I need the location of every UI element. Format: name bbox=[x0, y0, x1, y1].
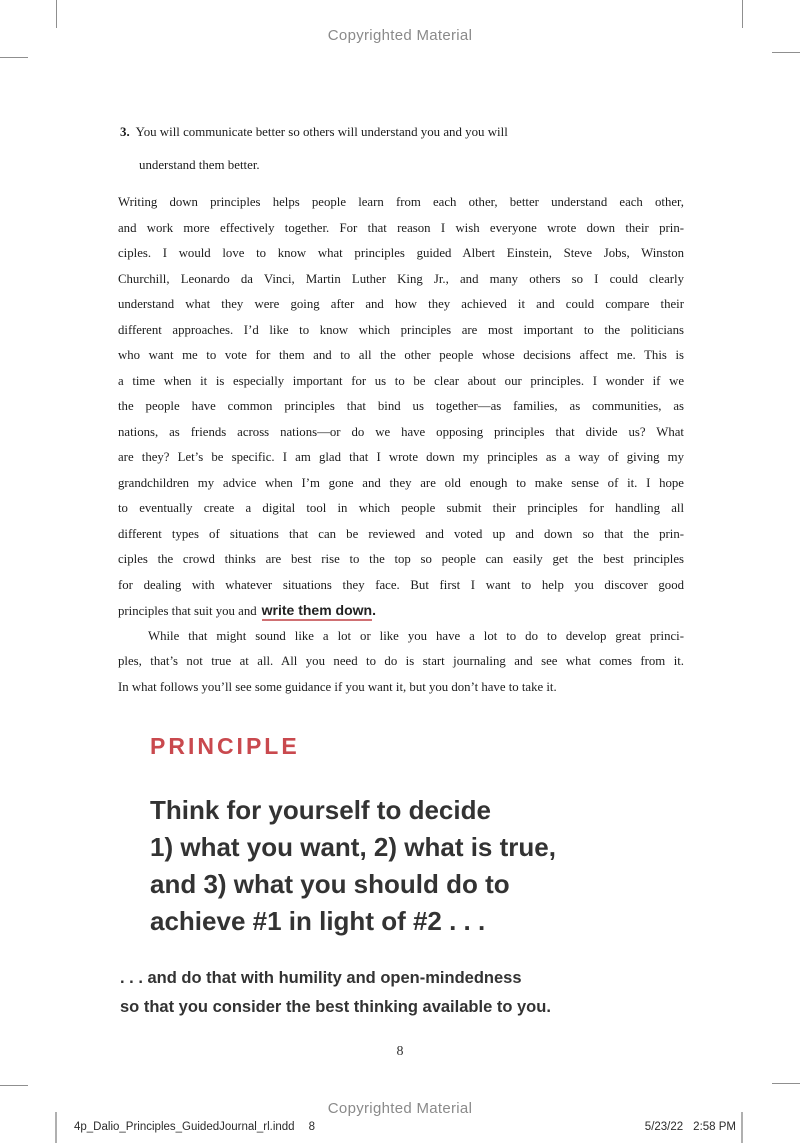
crop-mark-bottom-right-horizontal bbox=[772, 1083, 800, 1084]
subtext-line: so that you consider the best thinking available to you. bbox=[120, 997, 551, 1016]
subtext-line: . . . and do that with humility and open-mindedness bbox=[120, 969, 522, 987]
list-item-text: You will communicate better so others will understand you and you will bbox=[135, 125, 508, 139]
footer-file-page: 8 bbox=[308, 1121, 315, 1133]
headline-line: achieve #1 in light of #2 . . . bbox=[150, 906, 486, 936]
footer-timestamp bbox=[645, 1121, 736, 1133]
footer-date: 5/23/22 bbox=[644, 1121, 684, 1133]
numbered-list-item-3 bbox=[120, 116, 686, 182]
crop-mark-top-left-vertical bbox=[56, 0, 57, 28]
headline-line: and 3) what you should do to bbox=[150, 869, 510, 899]
paragraph-line: different types of situations that can be reviewed and voted up and down so that the prin- bbox=[118, 526, 684, 541]
paragraph-line: to eventually create a digital tool in which people submit their principles for handling all bbox=[118, 501, 684, 515]
paragraph-line: ples, that’s not true at all. All you need to do is start journaling and see what comes from it. bbox=[118, 654, 684, 668]
footer-filename-text: 4p_Dalio_Principles_GuidedJournal_rl.indd bbox=[74, 1121, 295, 1133]
principle-headline bbox=[150, 792, 556, 940]
page-number: 8 bbox=[396, 1044, 404, 1059]
paragraph-line: different approaches. I’d like to know which principles are most important to the politicians bbox=[118, 322, 684, 337]
paragraph-line: ciples. I would love to know what principles guided Albert Einstein, Steve Jobs, Winston bbox=[118, 246, 684, 260]
paragraph-last-line: In what follows you’ll see some guidance if you want it, but you don’t have to take it. bbox=[118, 679, 557, 694]
last-line-period: . bbox=[372, 602, 376, 618]
paragraph-line: who want me to vote for them and to all the other people whose decisions affect me. This is bbox=[118, 348, 684, 362]
principle-subtext bbox=[120, 964, 551, 1021]
footer-rule-right bbox=[741, 1112, 743, 1143]
body-text bbox=[118, 190, 684, 700]
paragraph-line: and work more effectively together. For that reason I wish everyone wrote down their prin- bbox=[118, 220, 684, 235]
headline-line: 1) what you want, 2) what is true, bbox=[150, 832, 556, 862]
paragraph-line: nations, as friends across nations—or do we have opposing principles that divide us? What bbox=[118, 424, 684, 439]
list-item-line-2: understand them better. bbox=[139, 158, 260, 172]
footer-filename bbox=[74, 1121, 315, 1133]
paragraph-line: the people have common principles that bind us together—as families, as communities, as bbox=[118, 399, 684, 413]
last-line-prefix: principles that suit you and bbox=[118, 604, 257, 618]
paragraph-line: While that might sound like a lot or like you have a lot to do to develop great princi- bbox=[148, 628, 684, 643]
headline-line: Think for yourself to decide bbox=[150, 795, 491, 825]
paragraph-line: Writing down principles helps people learn from each other, better understand each other, bbox=[118, 195, 684, 209]
paragraph-line: ciples the crowd thinks are best rise to the top so people can easily get the best principles bbox=[118, 552, 684, 566]
paragraph-line: grandchildren my advice when I’m gone and they are old enough to make sense of it. I hope bbox=[118, 475, 684, 490]
list-item-number: 3. bbox=[120, 125, 130, 139]
crop-mark-top-right-horizontal bbox=[772, 52, 800, 53]
copyright-notice-bottom: Copyrighted Material bbox=[327, 1100, 473, 1117]
paragraph-last-line bbox=[118, 598, 684, 624]
write-them-down-emphasis: write them down bbox=[262, 602, 372, 621]
principle-label: PRINCIPLE bbox=[150, 733, 300, 759]
crop-mark-bottom-left-horizontal bbox=[0, 1085, 28, 1086]
footer-time: 2:58 PM bbox=[693, 1121, 736, 1133]
crop-mark-top-right-vertical bbox=[742, 0, 743, 28]
paragraph-line: a time when it is especially important for us to be clear about our principles. I wonder if we bbox=[118, 373, 684, 388]
crop-mark-top-left-horizontal bbox=[0, 57, 28, 58]
paragraph-line: understand what they were going after and how they achieved it and could compare their bbox=[118, 297, 684, 311]
paragraph-line: Churchill, Leonardo da Vinci, Martin Luther King Jr., and many others so I could clearly bbox=[118, 271, 684, 286]
copyright-notice-top: Copyrighted Material bbox=[327, 27, 473, 44]
list-item-line-1 bbox=[120, 116, 686, 149]
paragraph-line: for dealing with whatever situations they face. But first I want to help you discover good bbox=[118, 577, 684, 592]
footer-rule-left bbox=[55, 1112, 57, 1143]
paragraph-line: are they? Let’s be specific. I am glad that I wrote down my principles as a way of giving my bbox=[118, 450, 684, 464]
